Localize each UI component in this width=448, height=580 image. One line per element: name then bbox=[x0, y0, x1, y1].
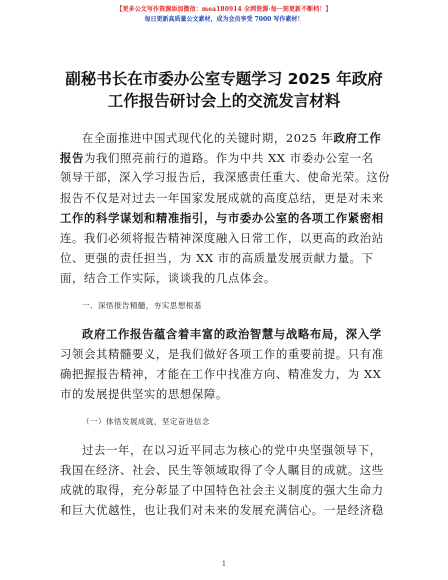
paragraph-1-line-7: 位、更强的责任担当，为 XX 市的高质量发展贡献力量。下 bbox=[60, 251, 374, 265]
paragraph-3-line-2: 我国在经济、社会、民生等领域取得了令人瞩目的成就。这些 bbox=[60, 463, 384, 477]
paragraph-1-line-2 bbox=[60, 150, 390, 166]
section-heading-1: 一、深悟报告精髓，夯实思想根基 bbox=[82, 301, 202, 310]
paragraph-1-line-3: 领导干部，深入学习报告后，我深感责任重大、使命光荣。这份 bbox=[60, 171, 391, 184]
document-title: 副秘书长在市委办公室专题学习 2025 年政府工作报告研讨会上的交流发言材料 bbox=[65, 70, 383, 110]
paragraph-2-line-2: 习领会其精髓要义，是我们做好各项工作的重要前提。只有准 bbox=[60, 347, 384, 361]
bold-text-run: 报告 bbox=[60, 151, 84, 165]
promo-banner-line-1: 【更多公文写作资源添加微信：mea180914 全网资源·每一刻更新不断档！】 bbox=[116, 6, 332, 13]
paragraph-2-line-3: 确把握报告精神，才能在工作中找准方向、精准发力，为 XX bbox=[60, 367, 382, 381]
paragraph-3-line-4: 和巨大优越性，也让我们对未来的发展充满信心。一是经济稳 bbox=[60, 503, 384, 517]
section-heading-2: （一）体悟发展成就，坚定奋进信念 bbox=[82, 417, 210, 426]
paragraph-2-line-4: 市的发展提供坚实的思想保障。 bbox=[60, 387, 228, 401]
paragraph-1-line-4: 报告不仅是对过去一年国家发展成就的高度总结，更是对未来 bbox=[60, 191, 384, 205]
paragraph-1-line-8: 面，结合工作实际，谈谈我的几点体会。 bbox=[60, 271, 276, 285]
text-run: 在全面推进中国式现代化的关键时期，2025 年 bbox=[82, 131, 334, 145]
text-run: 为我们照亮前行的道路。作为中共 XX 市委办公室一名 bbox=[83, 151, 374, 165]
paragraph-2-line-1: 政府工作报告蕴含着丰富的政治智慧与战略布局，深入学 bbox=[82, 327, 382, 341]
paragraph-3-line-1: 过去一年，在以习近平同志为核心的党中央坚强领导下， bbox=[82, 443, 382, 457]
page-number: 1 bbox=[221, 560, 227, 568]
paragraph-1-line-6: 连。我们必须将报告精神深度融入日常工作，以更高的政治站 bbox=[60, 231, 384, 245]
paragraph-3-line-3: 成就的取得，充分彰显了中国特色社会主义制度的强大生命力 bbox=[60, 483, 384, 497]
promo-banner-line-2: 每日更新高质量公文素材，成为会员享受 7000 写作素材！ bbox=[144, 16, 304, 23]
paragraph-1-line-1 bbox=[60, 130, 390, 146]
paragraph-1-line-5: 工作的科学谋划和精准指引，与市委办公室的各项工作紧密相 bbox=[60, 211, 384, 225]
bold-text-run: 政府工作 bbox=[333, 131, 382, 145]
